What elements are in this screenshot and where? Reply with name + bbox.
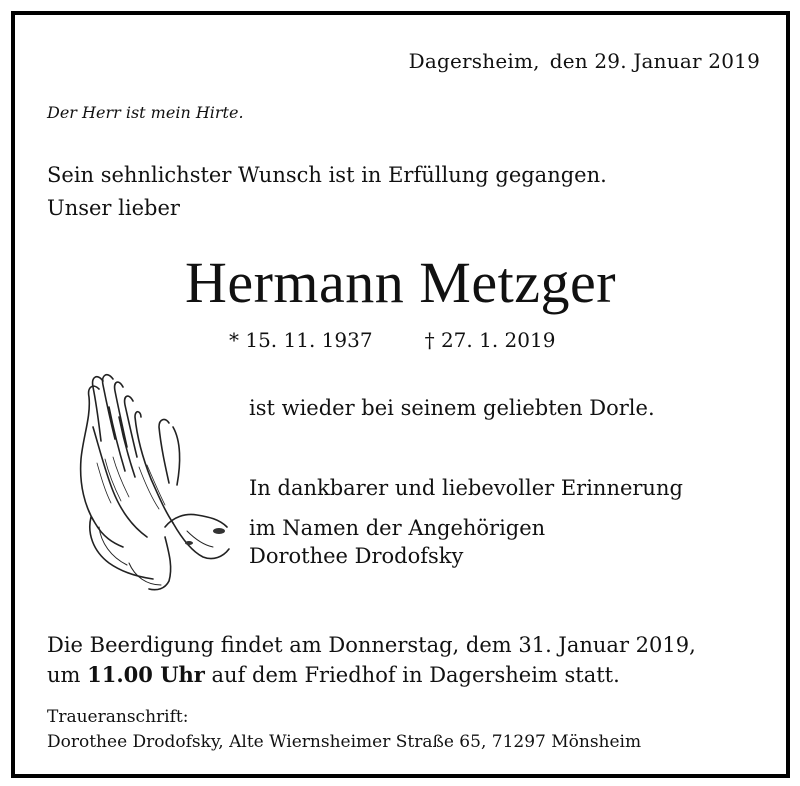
mourning-address bbox=[47, 705, 641, 755]
intro-line-1: Sein sehnlichster Wunsch ist in Erfüllung gegangen. bbox=[47, 163, 607, 187]
message-line-2: In dankbarer und liebevoller Erinnerung bbox=[249, 476, 683, 500]
deceased-name: Hermann Metzger bbox=[184, 250, 617, 315]
birth-date: * 15. 11. 1937 bbox=[229, 328, 373, 352]
signature-block bbox=[249, 514, 545, 570]
message-line-4: Dorothee Drodofsky bbox=[249, 544, 464, 568]
motto: Der Herr ist mein Hirte. bbox=[47, 103, 244, 122]
intro-line-2: Unser lieber bbox=[47, 196, 180, 220]
funeral-line-1: Die Beerdigung findet am Donnerstag, dem 31. Januar 2019, bbox=[47, 633, 696, 657]
date: den 29. Januar 2019 bbox=[549, 49, 760, 73]
place: Dagersheim, bbox=[408, 49, 540, 73]
obituary-frame bbox=[11, 11, 790, 778]
death-date: † 27. 1. 2019 bbox=[424, 328, 556, 352]
address-label: Traueranschrift: bbox=[47, 707, 189, 727]
address-value: Dorothee Drodofsky, Alte Wiernsheimer Straße 65, 71297 Mönsheim bbox=[47, 732, 642, 752]
funeral-line-2 bbox=[47, 660, 696, 690]
funeral-line-2-post: auf dem Friedhof in Dagersheim statt. bbox=[204, 663, 620, 687]
life-dates bbox=[229, 328, 555, 352]
place-date bbox=[409, 49, 760, 73]
funeral-time: 11.00 Uhr bbox=[87, 662, 205, 687]
message-line-1: ist wieder bei seinem geliebten Dorle. bbox=[249, 396, 655, 420]
praying-hands-icon bbox=[69, 367, 239, 595]
funeral-line-2-pre: um bbox=[47, 663, 88, 687]
intro-text bbox=[47, 159, 607, 225]
funeral-info bbox=[47, 630, 696, 690]
message-line-3: im Namen der Angehörigen bbox=[249, 516, 546, 540]
